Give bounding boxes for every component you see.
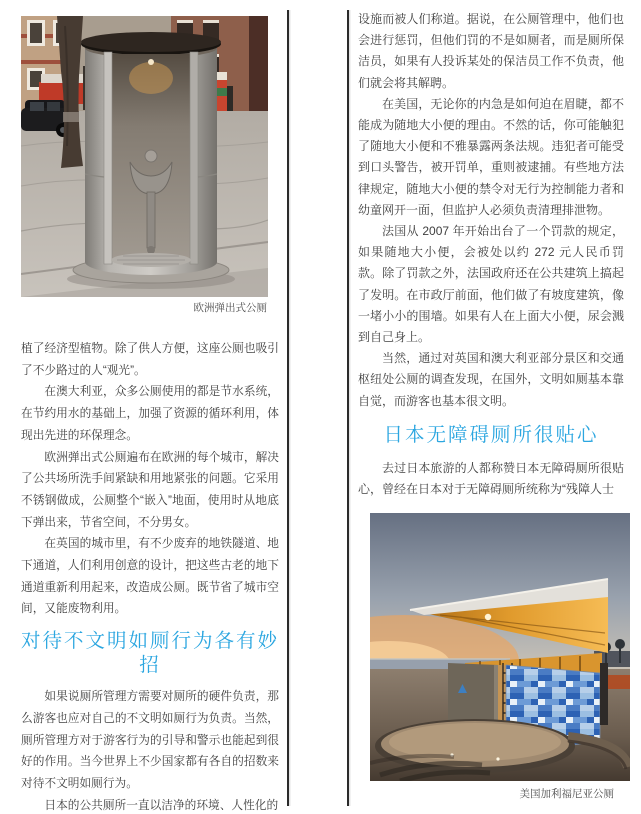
section-heading-japan-accessible-toilets: 日本无障碍厕所很贴心 <box>383 424 599 446</box>
body-paragraph: 当然，通过对英国和澳大利亚部分景区和交通枢纽处公厕的调查发现，在国外，文明如厕基本靠自觉，而游客也基本很文明。 <box>358 351 624 408</box>
body-paragraph: 在美国，无论你的内急是如何迫在眉睫，都不能成为随地大小便的理由。不然的话，你可能触犯了随地大小便和不雅暴露两条法规。违犯者可能受到口头警告，被开罚单，重则被逮捕。有些地方法律规定，随地大小便的禁令对无行为控制能力者和幼童网开一面，但监护人必须负责清理排泄物。 <box>358 96 624 217</box>
europe-popup-toilet-photo <box>21 16 268 297</box>
column-rule-right <box>347 10 349 806</box>
body-paragraph: 日本的公共厕所一直以洁净的环境、人性化的 <box>44 798 279 812</box>
body-paragraph: 法国从 2007 年开始出台了一个罚款的规定，如果随地大小便，会被处以约 272 元人民币罚款。除了罚款之外，法国政府还在公共建筑上搞起了发明。在市政厅前面，他们做了有坡度建筑，像一堵小小的围墙。如果有人在上面大小便，尿会溅到自己身上。 <box>358 224 624 345</box>
california-beach-restroom-photo <box>370 513 630 781</box>
body-paragraph: 在澳大利亚，众多公厕使用的都是节水系统，在节约用水的基础上，加强了资源的循环利用，体现出先进的环保理念。 <box>21 385 279 442</box>
body-paragraph: 如果说厕所管理方需要对厕所的硬件负责，那么游客也应对自己的不文明如厕行为负责。当然，厕所管理方对于游客行为的引导和警示也能起到很好的作用。当今世界上不少国家都有各自的招数来对待不文明如厕行为。 <box>21 690 279 790</box>
body-paragraph: 植了经济型植物。除了供人方便，这座公厕也吸引了不少路过的人“观光”。 <box>21 342 279 377</box>
column-rule-left <box>287 10 289 806</box>
right-column <box>358 0 624 801</box>
photo-caption-europe: 欧洲弹出式公厕 <box>193 302 267 314</box>
photo-caption-california: 美国加利福尼亚公厕 <box>519 788 614 801</box>
body-paragraph: 去过日本旅游的人都称赞日本无障碍厕所很贴心，曾经在日本对于无障碍厕所统称为“残障人士 <box>358 460 624 497</box>
left-column <box>21 0 279 814</box>
section-heading-uncivilized-behavior: 对待不文明如厕行为各有妙招 <box>21 631 280 677</box>
body-paragraph: 在英国的城市里，有不少废弃的地铁隧道、地下通道，人们利用创意的设计，把这些古老的地下通道重新利用起来，改造成公厕。既节省了城市空间，又能废物利用。 <box>21 537 279 616</box>
body-paragraph: 欧洲弹出式公厕遍布在欧洲的每个城市，解决了公共场所洗手间紧缺和用地紧张的问题。它采用不锈钢做成，公厕整个“嵌入”地面，使用时从地底下弹出来，节省空间，不分男女。 <box>21 450 279 529</box>
body-paragraph: 设施而被人们称道。据说，在公厕管理中，他们也会进行惩罚，但他们罚的不是如厕者，而是厕所保洁员，如果有人投诉某处的保洁员工作不负责，他们就会将其解聘。 <box>358 12 624 90</box>
